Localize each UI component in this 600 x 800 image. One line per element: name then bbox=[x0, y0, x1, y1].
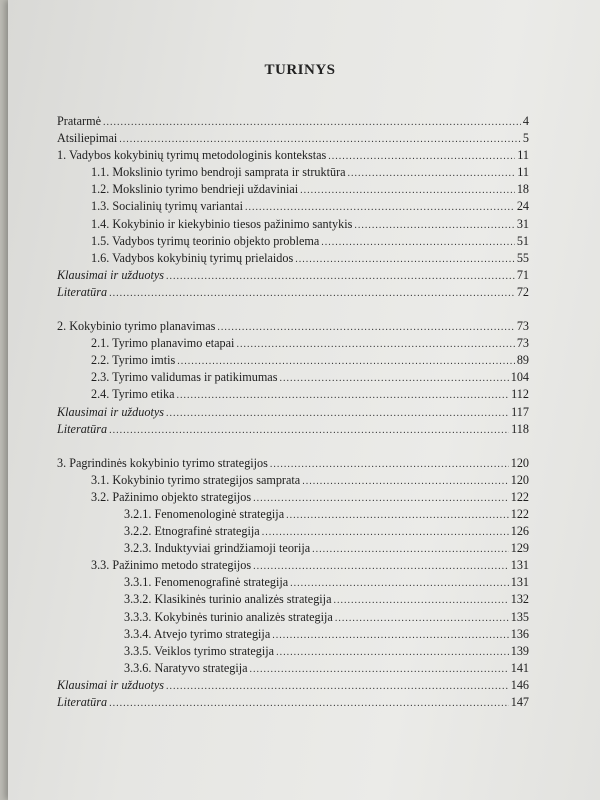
toc-entry-page: 24 bbox=[516, 199, 529, 214]
toc-entry bbox=[57, 455, 529, 472]
toc-heading: TURINYS bbox=[264, 62, 336, 78]
toc-entry-page: 71 bbox=[516, 267, 529, 282]
toc-entry-page: 18 bbox=[516, 182, 529, 197]
dot-leader bbox=[290, 575, 509, 592]
toc-entry-title: Pratarmė bbox=[57, 114, 101, 128]
toc-entry-title: Atsiliepimai bbox=[57, 131, 118, 146]
dot-leader bbox=[262, 524, 509, 541]
toc-entry-title: Literatūra bbox=[57, 421, 108, 436]
toc-entry bbox=[57, 626, 529, 643]
toc-entry-page: 11 bbox=[517, 148, 529, 163]
toc-entry-page: 11 bbox=[517, 165, 529, 180]
toc-entry bbox=[57, 216, 529, 233]
dot-leader bbox=[279, 370, 508, 387]
toc-entry bbox=[57, 233, 529, 250]
toc-entry bbox=[57, 250, 529, 267]
dot-leader bbox=[217, 319, 514, 336]
toc-entry bbox=[57, 506, 529, 523]
toc-entry-title: 3.3. Pažinimo metodo strategijos bbox=[91, 558, 252, 573]
toc-entry bbox=[57, 164, 529, 181]
toc-entry-page: 135 bbox=[510, 609, 529, 624]
dot-leader bbox=[276, 644, 509, 661]
dot-leader bbox=[166, 678, 509, 695]
toc-entry bbox=[57, 540, 529, 557]
toc-entry-title: 1.4. Kokybinio ir kiekybinio tiesos pažinimo santykis bbox=[91, 216, 353, 231]
dot-leader bbox=[109, 422, 509, 439]
toc-entry bbox=[57, 130, 529, 147]
toc-entry bbox=[57, 472, 529, 489]
toc-entry-title: Literatūra bbox=[57, 284, 108, 299]
dot-leader bbox=[177, 387, 510, 404]
toc-entry-title: 3.2.3. Induktyviai grindžiamoji teorija bbox=[124, 541, 311, 556]
dot-leader bbox=[348, 165, 516, 182]
toc-entry-title: 2.1. Tyrimo planavimo etapai bbox=[91, 336, 235, 351]
toc-entry bbox=[57, 677, 529, 694]
toc-entry-page: 4 bbox=[522, 114, 529, 128]
dot-leader bbox=[177, 353, 515, 370]
toc-entry bbox=[57, 643, 529, 660]
dot-leader bbox=[109, 695, 509, 712]
toc-entry-title: 1.5. Vadybos tyrimų teorinio objekto problema bbox=[91, 233, 320, 248]
dot-leader bbox=[103, 114, 521, 131]
dot-leader bbox=[286, 507, 509, 524]
toc-entry bbox=[57, 267, 529, 284]
dot-leader bbox=[236, 336, 514, 353]
dot-leader bbox=[328, 148, 515, 165]
toc-entry-page: 73 bbox=[516, 319, 529, 334]
toc-entry-page: 122 bbox=[510, 489, 529, 504]
toc-entry-page: 112 bbox=[511, 387, 529, 402]
toc-entry-title: Klausimai ir užduotys bbox=[57, 267, 164, 282]
toc-entry-title: 3.3.6. Naratyvo strategija bbox=[124, 660, 248, 675]
toc-entry bbox=[57, 352, 529, 369]
dot-leader bbox=[272, 627, 508, 644]
toc-entry-page: 31 bbox=[516, 216, 529, 231]
dot-leader bbox=[245, 199, 515, 216]
toc-entry-page: 117 bbox=[511, 404, 529, 419]
dot-leader bbox=[321, 234, 515, 251]
toc-entry-title: 2.4. Tyrimo etika bbox=[91, 387, 175, 402]
dot-leader bbox=[354, 217, 514, 234]
toc-entry-title: 3.3.5. Veiklos tyrimo strategija bbox=[124, 643, 275, 658]
toc-entry-title: Literatūra bbox=[57, 695, 108, 709]
toc-entry bbox=[57, 557, 529, 574]
toc-entry bbox=[57, 660, 529, 677]
toc-entry-title: 3.3.1. Fenomenografinė strategija bbox=[124, 575, 289, 590]
toc-entry bbox=[57, 147, 529, 164]
dot-leader bbox=[295, 251, 515, 268]
toc-entry bbox=[57, 386, 529, 403]
toc-entry-page: 131 bbox=[510, 575, 529, 590]
toc-entry bbox=[57, 284, 529, 301]
toc-entry bbox=[57, 369, 529, 386]
toc-entry bbox=[57, 694, 529, 711]
toc-entry-title: 1. Vadybos kokybinių tyrimų metodologinis kontekstas bbox=[57, 148, 327, 163]
toc-entry bbox=[57, 591, 529, 608]
toc-entry-page: 146 bbox=[510, 677, 529, 692]
toc-entry-title: Klausimai ir užduotys bbox=[57, 677, 164, 692]
toc-entry-page: 55 bbox=[516, 250, 529, 265]
toc-entry-page: 141 bbox=[510, 660, 529, 675]
toc-entry-title: Klausimai ir užduotys bbox=[57, 404, 164, 419]
toc-entry-title: 3.3.3. Kokybinės turinio analizės strategija bbox=[124, 609, 333, 624]
toc-entry-page: 5 bbox=[522, 131, 529, 146]
dot-leader bbox=[166, 405, 509, 422]
toc-entry bbox=[57, 421, 529, 438]
toc-entry-title: 3.2.1. Fenomenologinė strategija bbox=[124, 506, 285, 521]
toc-entry-page: 118 bbox=[511, 421, 529, 436]
toc-entry bbox=[57, 404, 529, 421]
toc-entry bbox=[57, 523, 529, 540]
toc-entry-page: 104 bbox=[510, 370, 529, 385]
toc-entry-page: 129 bbox=[510, 541, 529, 556]
dot-leader bbox=[333, 592, 508, 609]
dot-leader bbox=[250, 661, 509, 678]
toc-entry bbox=[57, 181, 529, 198]
toc-entry-title: 1.2. Mokslinio tyrimo bendrieji uždaviniai bbox=[91, 182, 299, 197]
toc-entry-title: 3. Pagrindinės kokybinio tyrimo strategijos bbox=[57, 455, 268, 470]
dot-leader bbox=[300, 182, 515, 199]
toc-entry-page: 131 bbox=[510, 558, 529, 573]
toc-entry-page: 89 bbox=[516, 353, 529, 368]
toc-entry-page: 139 bbox=[510, 643, 529, 658]
dot-leader bbox=[253, 558, 509, 575]
toc-entry-title: 2. Kokybinio tyrimo planavimas bbox=[57, 319, 216, 334]
toc-entry-title: 2.2. Tyrimo imtis bbox=[91, 353, 176, 368]
toc-entry-page: 120 bbox=[510, 455, 529, 470]
toc-entry bbox=[57, 113, 529, 130]
toc-entry bbox=[57, 318, 529, 335]
dot-leader bbox=[253, 490, 509, 507]
toc-entry bbox=[57, 609, 529, 626]
toc-entry bbox=[57, 574, 529, 591]
toc-entry-title: 1.6. Vadybos kokybinių tyrimų prielaidos bbox=[91, 250, 294, 265]
dot-leader bbox=[119, 131, 521, 148]
toc-entry-title: 2.3. Tyrimo validumas ir patikimumas bbox=[91, 370, 278, 385]
toc-entry-page: 51 bbox=[516, 233, 529, 248]
dot-leader bbox=[312, 541, 509, 558]
toc-entry-page: 72 bbox=[516, 284, 529, 299]
toc-entry-page: 136 bbox=[510, 626, 529, 641]
toc-entry-title: 3.3.4. Atvejo tyrimo strategija bbox=[124, 626, 271, 641]
toc-entry bbox=[57, 489, 529, 506]
toc-entry bbox=[57, 198, 529, 215]
dot-leader bbox=[109, 285, 515, 302]
section-gap bbox=[57, 301, 529, 318]
toc-entry-title: 3.3.2. Klasikinės turinio analizės strategija bbox=[124, 592, 332, 607]
toc-entry-title: 3.2.2. Etnografinė strategija bbox=[124, 524, 260, 539]
dot-leader bbox=[335, 610, 509, 627]
toc-entry-page: 120 bbox=[510, 472, 529, 487]
toc-entry-title: 3.1. Kokybinio tyrimo strategijos samprata bbox=[91, 472, 301, 487]
toc-entry-page: 132 bbox=[510, 592, 529, 607]
toc-entry-title: 1.3. Socialinių tyrimų variantai bbox=[91, 199, 243, 214]
toc-entry bbox=[57, 335, 529, 352]
dot-leader bbox=[270, 456, 509, 473]
toc-entry-page: 73 bbox=[516, 336, 529, 351]
toc-entry-page: 126 bbox=[510, 524, 529, 539]
toc-entry-title: 3.2. Pažinimo objekto strategijos bbox=[91, 489, 252, 504]
toc-entry-title: 1.1. Mokslinio tyrimo bendroji samprata ir struktūra bbox=[91, 165, 346, 180]
section-gap bbox=[57, 438, 529, 455]
toc-entry-page: 122 bbox=[510, 506, 529, 521]
dot-leader bbox=[166, 268, 515, 285]
toc-entry-page: 147 bbox=[510, 695, 529, 709]
table-of-contents bbox=[57, 113, 529, 711]
dot-leader bbox=[302, 473, 509, 490]
